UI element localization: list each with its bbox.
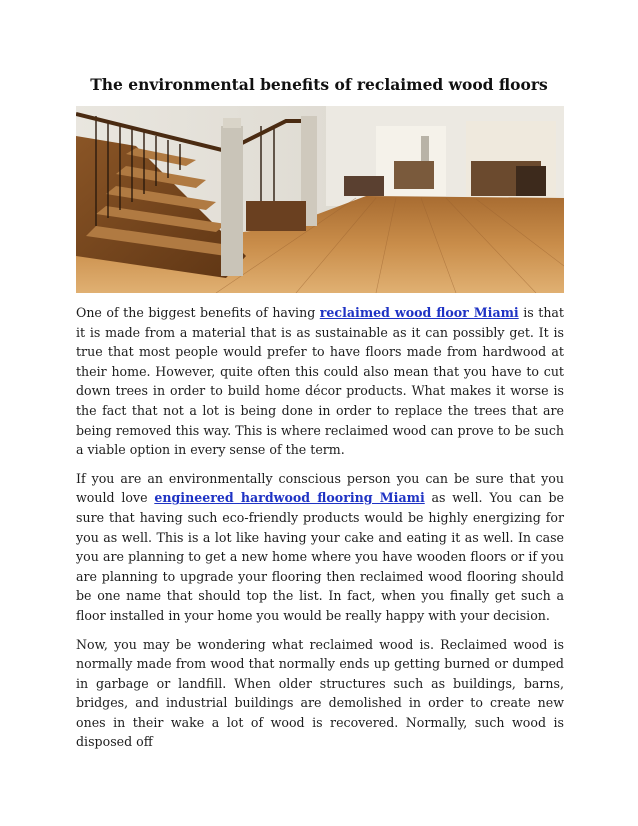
paragraph-3-text: Now, you may be wondering what reclaimed wood is. Reclaimed wood is normally made from wood that normally ends up getting burned or dumped in garbage or landfill. When older structures such as buildings, barns, bridges, and industrial buildings are demolished in order to create new ones in their wake a lot of wood is recovered. Normally, such wood is disposed off (76, 636, 564, 750)
reclaimed-wood-floor-miami-link[interactable]: reclaimed wood floor Miami (319, 305, 519, 320)
paragraph-2-text-end: as well. You can be sure that having such eco-friendly products would be highly energizing for you as well. This is a lot like having your cake and eating it as well. In case you are planning to get a new home where you have wooden floors or if you are planning to upgrade your flooring then reclaimed wood flooring should be one name that should top the list. In fact, when you finally get such a floor installed in your home you would be really happy with your decision. (76, 490, 564, 623)
paragraph-3 (76, 635, 564, 753)
article-body (76, 303, 564, 761)
paragraph-1-text-start: One of the biggest benefits of having (76, 305, 320, 320)
paragraph-2 (76, 469, 564, 626)
photo-illustration (76, 106, 564, 293)
staircase-floor-photo (76, 106, 564, 293)
paragraph-1-text-end: is that it is made from a material that is as sustainable as it can possibly get. It is true that most people would prefer to have floors made from hardwood at their home. However, quite often this could also mean that you have to cut down trees in order to build home décor products. What makes it worse is the fact that not a lot is being done in order to replace the trees that are being removed this way. This is where reclaimed wood can prove to be such a viable option in every sense of the term. (76, 305, 564, 458)
paragraph-1 (76, 303, 564, 460)
page-title: The environmental benefits of reclaimed wood floors (90, 75, 548, 94)
paragraph-2-text-start: If you are an environmentally conscious person you can be sure that you would love (76, 470, 564, 506)
engineered-hardwood-flooring-miami-link[interactable]: engineered hardwood flooring Miami (154, 490, 425, 506)
